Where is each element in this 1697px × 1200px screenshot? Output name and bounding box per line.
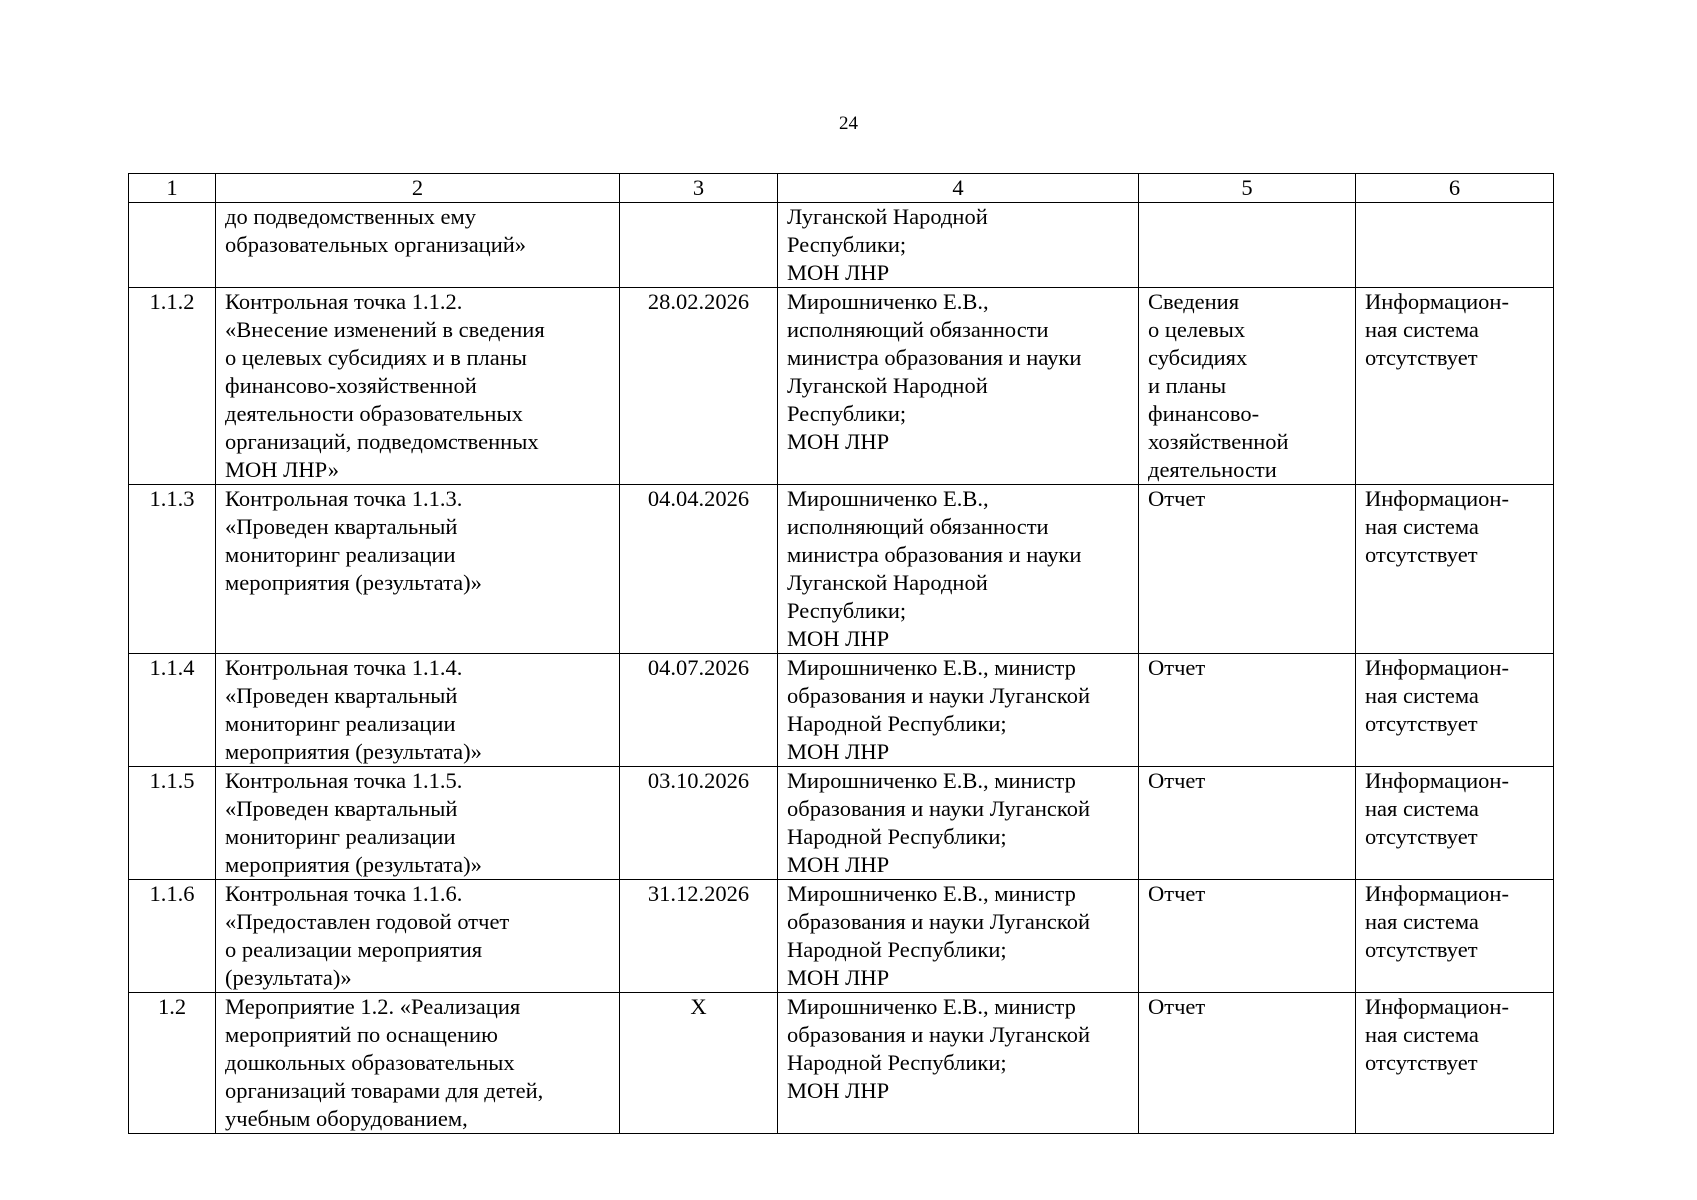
table-row xyxy=(129,880,1554,993)
deadline-date-cell: 28.02.2026 xyxy=(620,288,778,485)
responsible-person-cell: Мирошниченко Е.В., министр образования и науки Луганской Народной Республики; МОН ЛНР xyxy=(778,654,1139,767)
responsible-person-cell: Луганской Народной Республики; МОН ЛНР xyxy=(778,203,1139,288)
deadline-date-cell: 04.04.2026 xyxy=(620,485,778,654)
confirming-document-cell: Отчет xyxy=(1139,993,1356,1134)
event-name-cell: Контрольная точка 1.1.4. «Проведен квартальный мониторинг реализации мероприятия (результата)» xyxy=(216,654,620,767)
deadline-date-cell: 03.10.2026 xyxy=(620,767,778,880)
column-number-4: 4 xyxy=(778,174,1139,203)
event-name-cell: Мероприятие 1.2. «Реализация мероприятий по оснащению дошкольных образовательных организаций товарами для детей, учебным оборудованием, xyxy=(216,993,620,1134)
responsible-person-cell: Мирошниченко Е.В., министр образования и науки Луганской Народной Республики; МОН ЛНР xyxy=(778,767,1139,880)
event-name-cell: до подведомственных ему образовательных организаций» xyxy=(216,203,620,288)
deadline-date-cell: Х xyxy=(620,993,778,1134)
confirming-document-cell: Отчет xyxy=(1139,880,1356,993)
information-system-cell: Информацион- ная система отсутствует xyxy=(1356,993,1554,1134)
confirming-document-cell xyxy=(1139,203,1356,288)
confirming-document-cell: Отчет xyxy=(1139,654,1356,767)
confirming-document-cell: Отчет xyxy=(1139,767,1356,880)
table-body xyxy=(129,174,1554,1134)
table-row xyxy=(129,203,1554,288)
confirming-document-cell: Сведения о целевых субсидиях и планы финансово- хозяйственной деятельности xyxy=(1139,288,1356,485)
responsible-person-cell: Мирошниченко Е.В., министр образования и науки Луганской Народной Республики; МОН ЛНР xyxy=(778,993,1139,1134)
deadline-date-cell: 04.07.2026 xyxy=(620,654,778,767)
deadline-date-cell: 31.12.2026 xyxy=(620,880,778,993)
information-system-cell: Информацион- ная система отсутствует xyxy=(1356,880,1554,993)
responsible-person-cell: Мирошниченко Е.В., исполняющий обязанности министра образования и науки Луганской Народной Республики; МОН ЛНР xyxy=(778,485,1139,654)
information-system-cell xyxy=(1356,203,1554,288)
column-number-6: 6 xyxy=(1356,174,1554,203)
column-number-5: 5 xyxy=(1139,174,1356,203)
page-number: 24 xyxy=(839,113,858,134)
row-number-cell: 1.1.2 xyxy=(129,288,216,485)
information-system-cell: Информацион- ная система отсутствует xyxy=(1356,485,1554,654)
table-row xyxy=(129,654,1554,767)
responsible-person-cell: Мирошниченко Е.В., исполняющий обязанности министра образования и науки Луганской Народной Республики; МОН ЛНР xyxy=(778,288,1139,485)
control-points-table xyxy=(128,173,1554,1134)
responsible-person-cell: Мирошниченко Е.В., министр образования и науки Луганской Народной Республики; МОН ЛНР xyxy=(778,880,1139,993)
table-row xyxy=(129,767,1554,880)
column-number-2: 2 xyxy=(216,174,620,203)
row-number-cell: 1.1.4 xyxy=(129,654,216,767)
column-number-3: 3 xyxy=(620,174,778,203)
row-number-cell: 1.1.6 xyxy=(129,880,216,993)
column-numbers-row xyxy=(129,174,1554,203)
column-number-1: 1 xyxy=(129,174,216,203)
table-row xyxy=(129,288,1554,485)
deadline-date-cell xyxy=(620,203,778,288)
event-name-cell: Контрольная точка 1.1.2. «Внесение изменений в сведения о целевых субсидиях и в планы финансово-хозяйственной деятельности образовательных организаций, подведомственных МОН ЛНР» xyxy=(216,288,620,485)
event-name-cell: Контрольная точка 1.1.3. «Проведен квартальный мониторинг реализации мероприятия (результата)» xyxy=(216,485,620,654)
event-name-cell: Контрольная точка 1.1.5. «Проведен квартальный мониторинг реализации мероприятия (результата)» xyxy=(216,767,620,880)
table-row xyxy=(129,993,1554,1134)
information-system-cell: Информацион- ная система отсутствует xyxy=(1356,654,1554,767)
information-system-cell: Информацион- ная система отсутствует xyxy=(1356,288,1554,485)
row-number-cell: 1.1.5 xyxy=(129,767,216,880)
row-number-cell: 1.2 xyxy=(129,993,216,1134)
table-row xyxy=(129,485,1554,654)
row-number-cell xyxy=(129,203,216,288)
information-system-cell: Информацион- ная система отсутствует xyxy=(1356,767,1554,880)
event-name-cell: Контрольная точка 1.1.6. «Предоставлен годовой отчет о реализации мероприятия (результата)» xyxy=(216,880,620,993)
confirming-document-cell: Отчет xyxy=(1139,485,1356,654)
row-number-cell: 1.1.3 xyxy=(129,485,216,654)
